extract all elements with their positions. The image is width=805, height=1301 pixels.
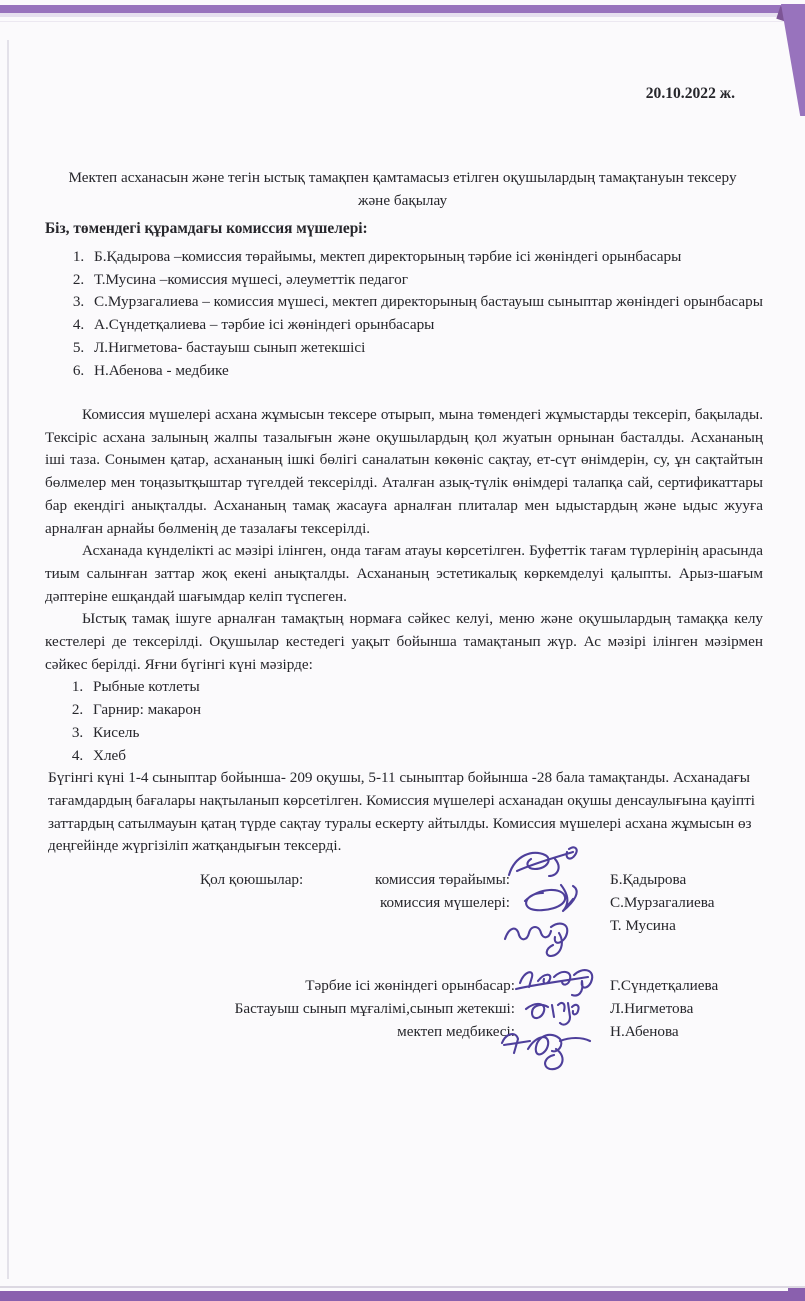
page-edge-line-left [7,40,9,1279]
commission-members-list [58,246,765,382]
signer-name: С.Мурзагалиева [610,894,715,911]
signature-role: Бастауыш сынып мұғалімі,сынып жетекші: [234,1000,515,1017]
menu-item: 4. Хлеб [87,745,763,768]
signature-roles-block2 [200,974,515,1043]
paragraph-summary: Бүгінгі күні 1-4 сыныптар бойынша- 209 оқушы, 5-11 сыныптар бойынша -28 бала тамақтанды. Асханадағы тағамдардың бағалары нақтыланып көрсетілген. Комиссия мүшелері асханадан оқушы денсаулығына қауіпті заттардың сатылмауын қатаң түрде сақтау туралы ескерту айтылды. Комиссия мүшелері асхана жұмысын өз деңгейінде жүргізіліп жатқандығын тексерді. [48,769,755,855]
signature-roles-block1 [310,868,510,914]
document-body [45,404,763,858]
commission-member: 5. Л.Нигметова- бастауыш сынып жетекшісі [88,337,765,360]
page-fold-line-bottom [0,1286,805,1288]
menu-item: 2. Гарнир: макарон [87,699,763,722]
document-title: Мектеп асханасын және тегін ыстық тамақпен қамтамасыз етілген оқушылардың тамақтануын тексеру және бақылау [68,169,737,209]
signature-names-block2 [610,974,718,1043]
signer-name: Т. Мусина [610,917,676,934]
commission-member: 2. Т.Мусина –комиссия мүшесі, әлеуметтік педагог [88,269,765,292]
signature-ink-block1 [495,843,610,958]
folder-edge-top [0,5,805,13]
signature-names-block1 [610,868,714,937]
daily-menu-list [45,676,763,767]
signer-name: Г.Сүндетқалиева [610,977,719,994]
signature-role: Тәрбие ісі жөніндегі орынбасар: [305,977,515,994]
signature-role: мектеп медбикесі: [397,1023,515,1040]
commission-member: 1. Б.Қадырова –комиссия төрайымы, мектеп директорының тәрбие ісі жөніндегі орынбасары [88,246,765,269]
folder-edge-bottom [0,1291,805,1301]
document-date: 20.10.2022 ж. [645,85,735,102]
signature-ink-block2 [492,963,627,1073]
signer-name: Н.Абенова [610,1023,679,1040]
commission-heading: Біз, төмендегі құрамдағы комиссия мүшелері: [45,220,368,237]
signature-role: комиссия төрайымы: [375,871,510,888]
paragraph-menu-board: Асханада күнделікті ас мәзірі ілінген, онда тағам атауы көрсетілген. Буфеттік тағам түрлерінің арасында тиым салынған заттар жоқ екені анықталды. Асхананың эстетикалық көркемделуі қалыпты. Арыз-шағым дәптеріне ешқандай шағымдар келіп түспеген. [45,542,763,605]
menu-item: 3. Кисель [87,722,763,745]
signers-caption: Қол қоюшылар: [200,871,304,888]
folder-edge-corner [781,4,805,116]
commission-member: 4. А.Сүндетқалиева – тәрбие ісі жөніндегі орынбасары [88,314,765,337]
commission-member: 6. Н.Абенова - медбике [88,360,765,383]
page-fold-line-top [0,21,805,22]
signature-role: комиссия мүшелері: [379,894,510,911]
signer-name: Л.Нигметова [610,1000,694,1017]
paragraph-inspection: Комиссия мүшелері асхана жұмысын тексере отырып, мына төмендегі жұмыстарды тексеріп, бақылады. Тексіріс асхана залының жалпы тазалығын және оқушылардың қол жуатын орнынан басталды. Асхананың іші таза. Сонымен қатар, асхананың ішкі бөлігі саналатын көкөніс сақтау, ет-сүт өнімдерін, су, ұн сақтайтын бөлмелер мен тоңазытқыштар түгелдей тексерілді. Аталған азық-түлік өнімдері талапқа сай, сертификаттары бар екендігі анықталды. Асхананың тамақ жасауға арналған плиталар мен ыдыстардың және ыдыс жууға арналған арнайы бөлменің де тазалағы тексерілді. [45,406,763,537]
menu-item: 1. Рыбные котлеты [87,676,763,699]
commission-member: 3. С.Мурзагалиева – комиссия мүшесі, мектеп директорының бастауыш сыныптар жөніндегі орынбасары [88,291,765,314]
paragraph-hot-meals: Ыстық тамақ ішуге арналған тамақтың нормаға сәйкес келуі, меню және оқушылардың тамаққа келу кестелері де тексерілді. Оқушылар кестедегі уақыт бойынша тамақтанып жүр. Ас мәзірі ілінген мәзірмен сәйкес берілді. Яғни бүгінгі күні мәзірде: [45,610,763,673]
folder-edge-top-shadow [0,13,805,17]
signer-name: Б.Қадырова [610,871,687,888]
